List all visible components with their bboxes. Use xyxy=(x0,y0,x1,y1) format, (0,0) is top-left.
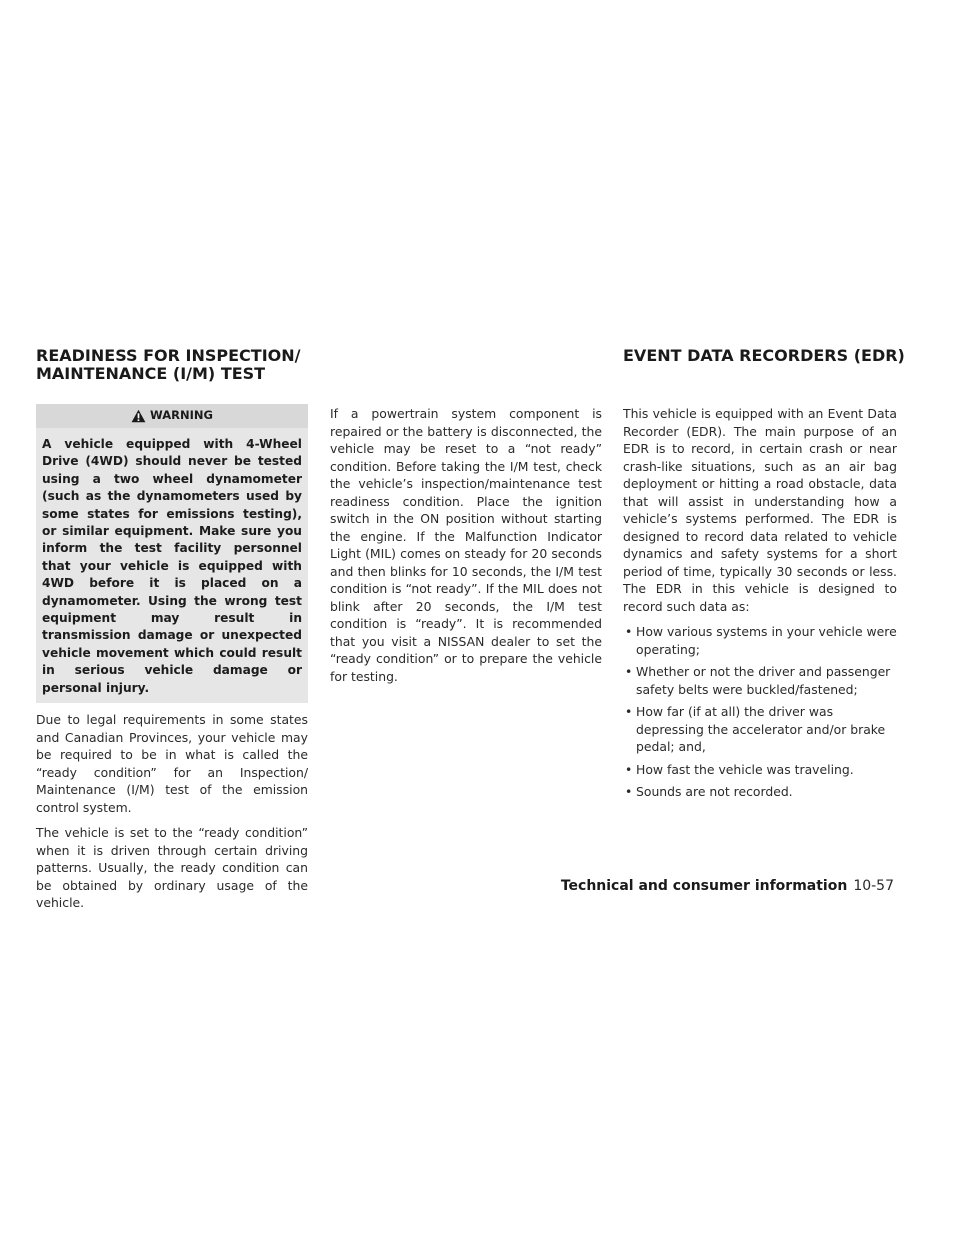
column-middle xyxy=(330,405,602,693)
list-item: • Sounds are not recorded. xyxy=(623,783,897,801)
readiness-paragraph-1: Due to legal requirements in some states and Canadian Provinces, your vehicle may be required to be in what is called the “ready condition” for an Inspection/ Maintenance (I/M) test of the emission control system. xyxy=(36,712,308,815)
edr-bullet-list xyxy=(623,623,897,801)
warning-header xyxy=(36,404,308,428)
column-right xyxy=(623,405,897,806)
readiness-heading-line-1: READINESS FOR INSPECTION/ xyxy=(36,346,301,365)
list-item: • How far (if at all) the driver was depressing the accelerator and/or brake pedal; and, xyxy=(623,703,897,756)
warning-title: WARNING xyxy=(150,408,213,423)
warning-box xyxy=(36,404,308,703)
edr-heading-line: EVENT DATA RECORDERS (EDR) xyxy=(623,346,905,365)
readiness-heading-line-2: MAINTENANCE (I/M) TEST xyxy=(36,364,266,383)
list-item: • How various systems in your vehicle were operating; xyxy=(623,623,897,658)
edr-heading xyxy=(623,347,923,365)
edr-intro: This vehicle is equipped with an Event Data Recorder (EDR). The main purpose of an EDR is to record, in certain crash or near crash-like situations, such as an air bag deployment or hitting a road obstacle, data that will assist in understanding how a vehicle’s systems performed. The EDR is designed to record data related to vehicle dynamics and safety systems for a short period of time, typically 30 seconds or less. The EDR in this vehicle is designed to record such data as: xyxy=(623,406,897,614)
warning-triangle-icon xyxy=(131,409,146,423)
footer-section-title: Technical and consumer information xyxy=(560,878,848,894)
list-item: • How fast the vehicle was traveling. xyxy=(623,761,897,779)
column-left xyxy=(36,404,308,920)
readiness-paragraph-2: The vehicle is set to the “ready condition” when it is driven through certain driving patterns. Usually, the ready condition can be obtained by ordinary usage of the vehicle. xyxy=(36,825,308,911)
list-item: • Whether or not the driver and passenger safety belts were buckled/fastened; xyxy=(623,663,897,698)
page-footer xyxy=(561,877,894,895)
readiness-heading xyxy=(36,347,336,383)
warning-text: A vehicle equipped with 4-Wheel Drive (4WD) should never be tested using a two wheel dynamometer (such as the dynamometers used by some states for emissions testing), or similar equipment. Make sure you inform the test facility personnel that your vehicle is equipped with 4WD before it is placed on a dynamometer. Using the wrong test equipment may result in transmission damage or unexpected vehicle movement which could result in serious vehicle damage or personal injury. xyxy=(42,437,302,695)
page-number: 10-57 xyxy=(853,878,894,894)
readiness-paragraph-3: If a powertrain system component is repaired or the battery is disconnected, the vehicle may be reset to a “not ready” condition. Before taking the I/M test, check the vehicle’s inspection/maintenance test readiness condition. Place the ignition switch in the ON position without starting the engine. If the Malfunction Indicator Light (MIL) comes on steady for 20 seconds and then blinks for 10 seconds, the I/M test condition is “not ready”. If the MIL does not blink after 20 seconds, the I/M test condition is “ready”. It is recommended that you visit a NISSAN dealer to set the “ready condition” or to prepare the vehicle for testing. xyxy=(330,406,602,684)
